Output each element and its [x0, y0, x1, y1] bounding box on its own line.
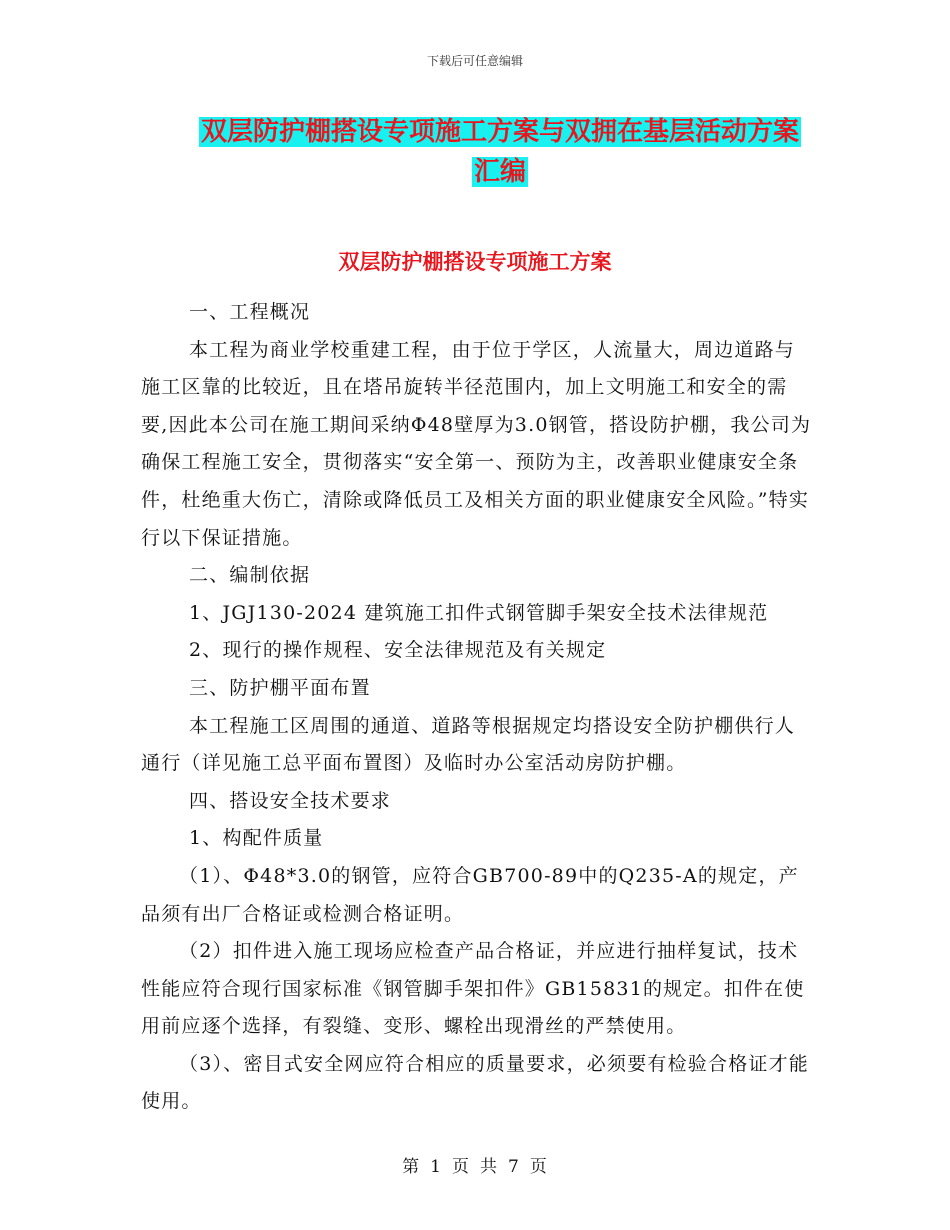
document-title-line-1: 双层防护棚搭设专项施工方案与双拥在基层活动方案 — [200, 117, 799, 147]
heading-requirements: 四、搭设安全技术要求 — [189, 789, 392, 812]
paragraph-safety-net: （3）、密目式安全网应符合相应的质量要求，必须要有检验合格证才能使用。 — [141, 1052, 809, 1113]
paragraph-layout: 本工程施工区周围的通道、道路等根据规定均搭设安全防护棚供行人通行（详见施工总平面布置图）及临时办公室活动房防护棚。 — [141, 714, 796, 775]
footer-suffix: 页 — [529, 1157, 548, 1177]
page-total: 7 — [508, 1157, 520, 1177]
document-title-line-2: 汇编 — [473, 157, 526, 187]
subheading-components: 1、构配件质量 — [189, 827, 324, 850]
page-number: 1 — [430, 1157, 442, 1177]
heading-overview: 一、工程概况 — [189, 301, 311, 323]
document-body — [141, 294, 813, 1121]
footer-mid1: 页 — [452, 1157, 470, 1177]
paragraph-overview: 本工程为商业学校重建工程，由于位于学区，人流量大，周边道路与施工区靠的比较近，且在塔吊旋转半径范围内，加上文明施工和安全的需要,因此本公司在施工期间采纳Φ48壁厚为3.0钢管，搭设防护棚，我公司为确保工程施工安全，贯彻落实“安全第一、预防为主，改善职业健康安全条件，杜绝重大伤亡，清除或降低员工及相关方面的职业健康安全风险。”特实行以下保证措施。 — [141, 338, 812, 549]
section-title: 双层防护棚搭设专项施工方案 — [338, 249, 612, 274]
list-item-basis-1: 1、JGJ130-2024 建筑施工扣件式钢管脚手架安全技术法律规范 — [189, 601, 769, 624]
paragraph-fasteners: （2）扣件进入施工现场应检查产品合格证，并应进行抽样复试，技术性能应符合现行国家标准《钢管脚手架扣件》GB15831的规定。扣件在使用前应逐个选择，有裂缝、变形、螺栓出现滑丝的严禁使用。 — [141, 940, 805, 1038]
list-item-basis-2: 2、现行的操作规程、安全法律规范及有关规定 — [189, 639, 607, 662]
footer-prefix: 第 — [402, 1157, 421, 1177]
heading-basis: 二、编制依据 — [189, 564, 311, 587]
page-footer — [0, 1152, 950, 1177]
footer-mid2: 共 — [480, 1157, 498, 1177]
heading-layout: 三、防护棚平面布置 — [189, 676, 371, 699]
paragraph-steel-pipe: （1）、Φ48*3.0的钢管，应符合GB700-89中的Q235-A的规定，产品须有出厂合格证或检测合格证明。 — [141, 864, 799, 925]
page-header: 下载后可任意编辑 — [426, 54, 523, 68]
